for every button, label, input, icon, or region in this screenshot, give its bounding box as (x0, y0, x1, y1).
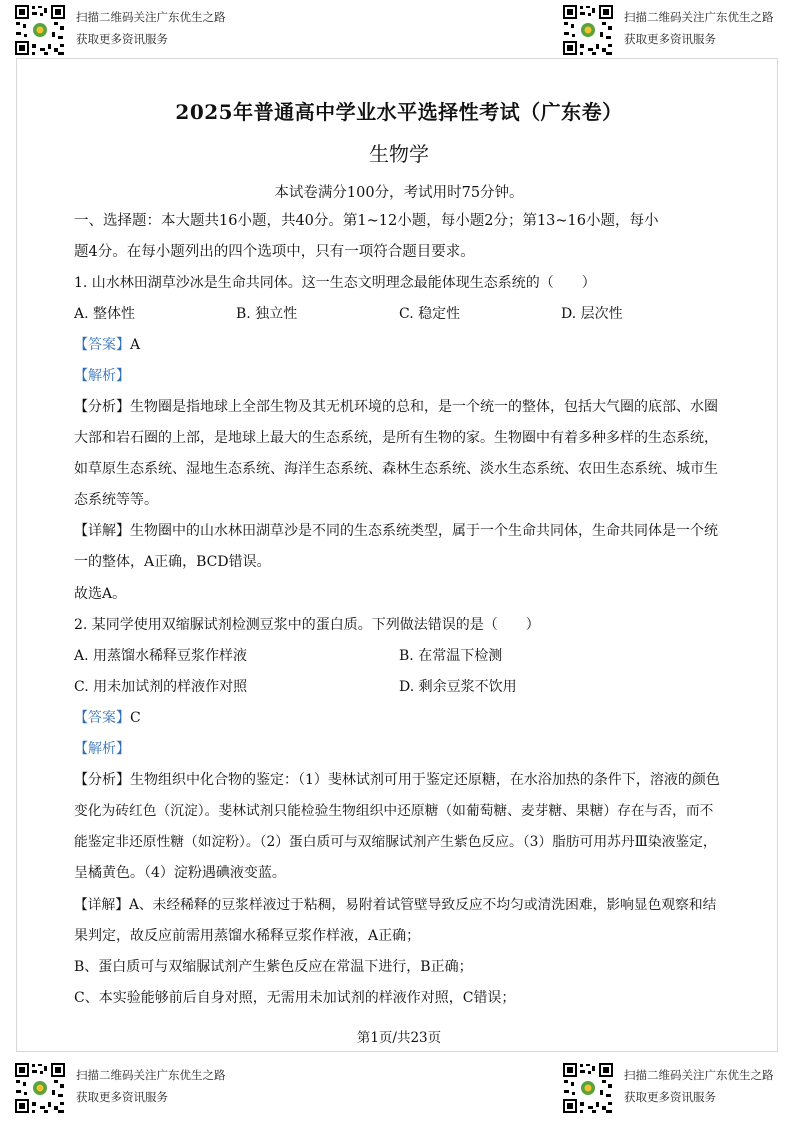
promo-line-1: 扫描二维码关注广东优生之路 (76, 10, 226, 24)
answer-value: A (130, 337, 141, 353)
q2-analysis-tag: 【解析】 (74, 741, 130, 757)
section-instructions-1: 一、选择题：本大题共16小题，共40分。第1~12小题，每小题2分；第13~16小题，每小 (74, 213, 659, 229)
q1-xiangjie-line: 一的整体，A正确，BCD错误。 (74, 554, 271, 570)
q1-fenxi-line: 态系统等等。 (74, 492, 158, 508)
q2-xiangjie-line: 【详解】A、未经稀释的豆浆样液过于粘稠，易附着试管壁导致反应不均匀或清洗困难，影响显色观察和结 (74, 897, 717, 913)
answer-tag: 【答案】 (74, 710, 130, 726)
promo-line-1: 扫描二维码关注广东优生之路 (76, 1068, 226, 1082)
q1-option-b: B. 独立性 (236, 306, 298, 322)
exam-intro: 本试卷满分100分，考试用时75分钟。 (274, 185, 524, 201)
promo-top-right (562, 4, 774, 56)
q2-stem: 2. 某同学使用双缩脲试剂检测豆浆中的蛋白质。下列做法错误的是（ ） (74, 617, 540, 633)
promo-line-1: 扫描二维码关注广东优生之路 (624, 1068, 774, 1082)
promo-line-2: 获取更多资讯服务 (76, 32, 168, 46)
qr-code-icon[interactable] (14, 1062, 66, 1114)
q1-fenxi-line: 大部和岩石圈的上部，是地球上最大的生态系统，是所有生物的家。生物圈中有着多种多样的生态系统， (74, 430, 718, 446)
q1-analysis-tag: 【解析】 (74, 368, 130, 384)
q1-option-d: D. 层次性 (561, 306, 623, 322)
q1-stem: 1. 山水林田湖草沙冰是生命共同体。这一生态文明理念最能体现生态系统的（ ） (74, 275, 596, 291)
q2-fenxi-line: 【分析】生物组织中化合物的鉴定：（1）斐林试剂可用于鉴定还原糖，在水浴加热的条件下，溶液的颜色 (74, 772, 720, 788)
q1-fenxi-line: 【分析】生物圈是指地球上全部生物及其无机环境的总和，是一个统一的整体，包括大气圈的底部、水圈 (74, 399, 718, 415)
q2-option-d: D. 剩余豆浆不饮用 (399, 679, 517, 695)
qr-code-icon[interactable] (14, 4, 66, 56)
q2-option-a: A. 用蒸馏水稀释豆浆作样液 (74, 648, 248, 664)
promo-line-2: 获取更多资讯服务 (624, 32, 716, 46)
q1-answer (74, 335, 140, 355)
q2-xiangjie-line: 果判定，故反应前需用蒸馏水稀释豆浆作样液，A正确； (74, 928, 421, 944)
q1-choice: 故选A。 (74, 586, 127, 602)
promo-line-2: 获取更多资讯服务 (76, 1090, 168, 1104)
exam-title: 2025年普通高中学业水平选择性考试（广东卷） (175, 100, 623, 124)
qr-code-icon[interactable] (562, 1062, 614, 1114)
q2-fenxi-line: 变化为砖红色（沉淀）。斐林试剂只能检验生物组织中还原糖（如葡萄糖、麦芽糖、果糖）存在与否，而不 (74, 803, 714, 819)
answer-tag: 【答案】 (74, 337, 130, 353)
promo-top-left (14, 4, 226, 56)
promo-bottom-left (14, 1062, 226, 1114)
qr-code-icon[interactable] (562, 4, 614, 56)
q2-option-b: B. 在常温下检测 (399, 648, 503, 664)
q1-option-c: C. 稳定性 (399, 306, 461, 322)
q1-fenxi-line: 如草原生态系统、湿地生态系统、海洋生态系统、森林生态系统、淡水生态系统、农田生态系统、城市生 (74, 461, 718, 477)
q2-xiangjie-line: B、蛋白质可与双缩脲试剂产生紫色反应在常温下进行，B正确； (74, 959, 473, 975)
q1-option-a: A. 整体性 (74, 306, 136, 322)
section-instructions-2: 题4分。在每小题列出的四个选项中，只有一项符合题目要求。 (74, 244, 475, 260)
q2-answer (74, 708, 141, 728)
q2-option-c: C. 用未加试剂的样液作对照 (74, 679, 248, 695)
exam-subject: 生物学 (369, 142, 429, 166)
q2-fenxi-line: 呈橘黄色。（4）淀粉遇碘液变蓝。 (74, 865, 286, 881)
q2-fenxi-line: 能鉴定非还原性糖（如淀粉）。（2）蛋白质可与双缩脲试剂产生紫色反应。（3）脂肪可用苏丹Ⅲ染液鉴定， (74, 834, 717, 850)
promo-line-2: 获取更多资讯服务 (624, 1090, 716, 1104)
q2-xiangjie-line: C、本实验能够前后自身对照，无需用未加试剂的样液作对照，C错误； (74, 990, 516, 1006)
answer-value: C (130, 710, 141, 726)
promo-bottom-right (562, 1062, 774, 1114)
promo-line-1: 扫描二维码关注广东优生之路 (624, 10, 774, 24)
q1-xiangjie-line: 【详解】生物圈中的山水林田湖草沙是不同的生态系统类型，属于一个生命共同体，生命共同体是一个统 (74, 523, 718, 539)
page-number: 第1页/共23页 (356, 1030, 442, 1046)
